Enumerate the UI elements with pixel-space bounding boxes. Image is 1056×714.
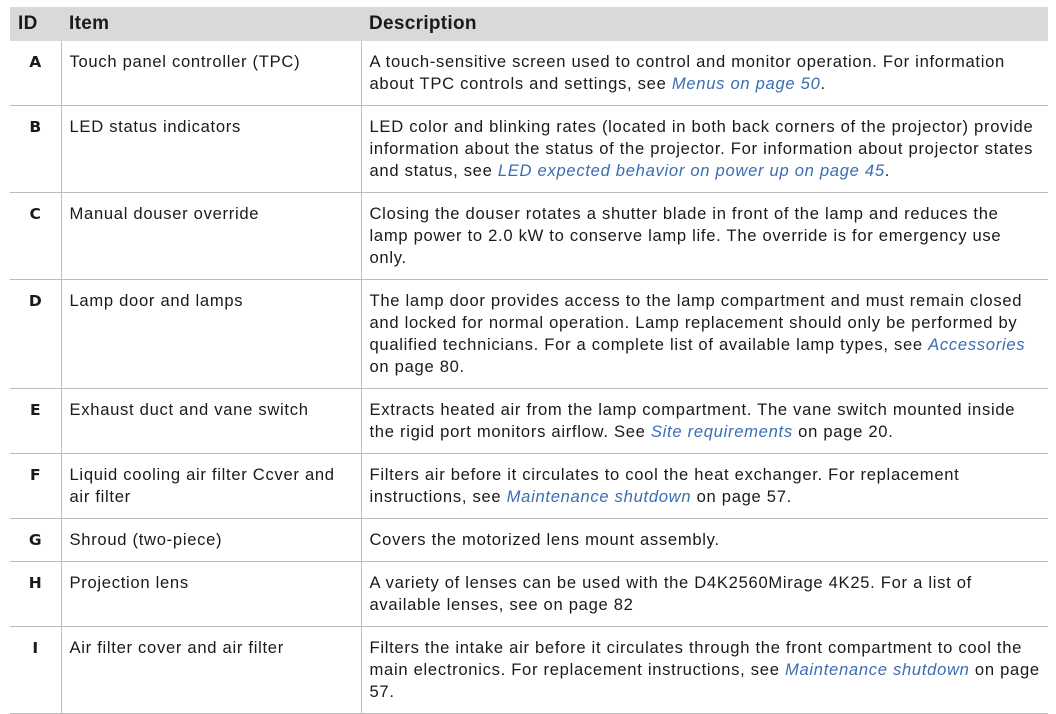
description-text: on page 57. <box>691 487 792 506</box>
description-text: . <box>820 74 826 93</box>
row-id: G <box>10 519 61 562</box>
cross-reference-link[interactable]: Accessories <box>928 335 1026 354</box>
description-text: Extracts heated air from the lamp compartment. The vane switch mounted inside the rigid port monitors airflow. See <box>369 400 1016 441</box>
description-text: . <box>884 161 891 180</box>
cross-reference-link[interactable]: LED expected behavior on power up on page 45 <box>497 161 885 180</box>
row-description <box>361 193 1048 280</box>
row-item: Lamp door and lamps <box>61 280 361 389</box>
description-text: on page 20. <box>792 422 894 441</box>
header-item: Item <box>69 13 110 34</box>
row-id: F <box>10 454 61 519</box>
row-id: C <box>10 193 61 280</box>
description-text: Covers the motorized lens mount assembly. <box>369 530 720 549</box>
header-id: ID <box>18 13 38 34</box>
row-description <box>361 562 1048 627</box>
row-id: D <box>10 280 61 389</box>
description-text: on page 80. <box>369 357 465 376</box>
table-row <box>10 193 1048 280</box>
row-item: Air filter cover and air filter <box>61 627 361 714</box>
row-description <box>361 519 1048 562</box>
row-item: Touch panel controller (TPC) <box>61 41 361 106</box>
description-text: Filters the intake air before it circulates through the front compartment to cool the main electronics. For replacement instructions, see <box>369 638 1023 679</box>
row-description <box>361 41 1048 106</box>
cross-reference-link[interactable]: Menus on page 50 <box>671 74 821 93</box>
header-description: Description <box>369 13 477 34</box>
table-row <box>10 627 1048 714</box>
row-description <box>361 280 1048 389</box>
description-text: on page 57. <box>369 660 1040 701</box>
row-item: Shroud (two-piece) <box>61 519 361 562</box>
components-table <box>10 7 1048 714</box>
description-text: LED color and blinking rates (located in both back corners of the projector) provide information about the status of the projector. For information about projector states and status, see <box>369 117 1034 180</box>
description-text: A touch-sensitive screen used to control and monitor operation. For information about TPC controls and settings, see <box>369 52 1005 93</box>
table-row <box>10 106 1048 193</box>
row-item: Manual douser override <box>61 193 361 280</box>
row-id: H <box>10 562 61 627</box>
table-row <box>10 454 1048 519</box>
table-row <box>10 280 1048 389</box>
table-row <box>10 41 1048 106</box>
cross-reference-link[interactable]: Site requirements <box>650 422 793 441</box>
row-description <box>361 627 1048 714</box>
row-item: LED status indicators <box>61 106 361 193</box>
row-description <box>361 389 1048 454</box>
description-text: Closing the douser rotates a shutter blade in front of the lamp and reduces the lamp power to 2.0 kW to conserve lamp life. The override is for emergency use only. <box>369 204 1002 267</box>
table-body <box>10 41 1048 714</box>
row-item: Exhaust duct and vane switch <box>61 389 361 454</box>
row-item: Projection lens <box>61 562 361 627</box>
header-row <box>10 7 1048 41</box>
table-row <box>10 562 1048 627</box>
row-id: I <box>10 627 61 714</box>
description-text: Filters air before it circulates to cool the heat exchanger. For replacement instructions, see <box>369 465 960 506</box>
cross-reference-link[interactable]: Maintenance shutdown <box>506 487 692 506</box>
table-row <box>10 519 1048 562</box>
row-id: B <box>10 106 61 193</box>
row-description <box>361 454 1048 519</box>
cross-reference-link[interactable]: Maintenance shutdown <box>784 660 970 679</box>
table-header <box>10 7 1048 41</box>
row-id: A <box>10 41 61 106</box>
table-row <box>10 389 1048 454</box>
row-description <box>361 106 1048 193</box>
row-item: Liquid cooling air filter Ccver and air filter <box>61 454 361 519</box>
description-text: A variety of lenses can be used with the D4K2560Mirage 4K25. For a list of available lenses, see on page 82 <box>369 573 972 614</box>
row-id: E <box>10 389 61 454</box>
description-text: The lamp door provides access to the lamp compartment and must remain closed and locked for normal operation. Lamp replacement should only be performed by qualified technicians. For a complete list of available lamp types, see <box>369 291 1023 354</box>
